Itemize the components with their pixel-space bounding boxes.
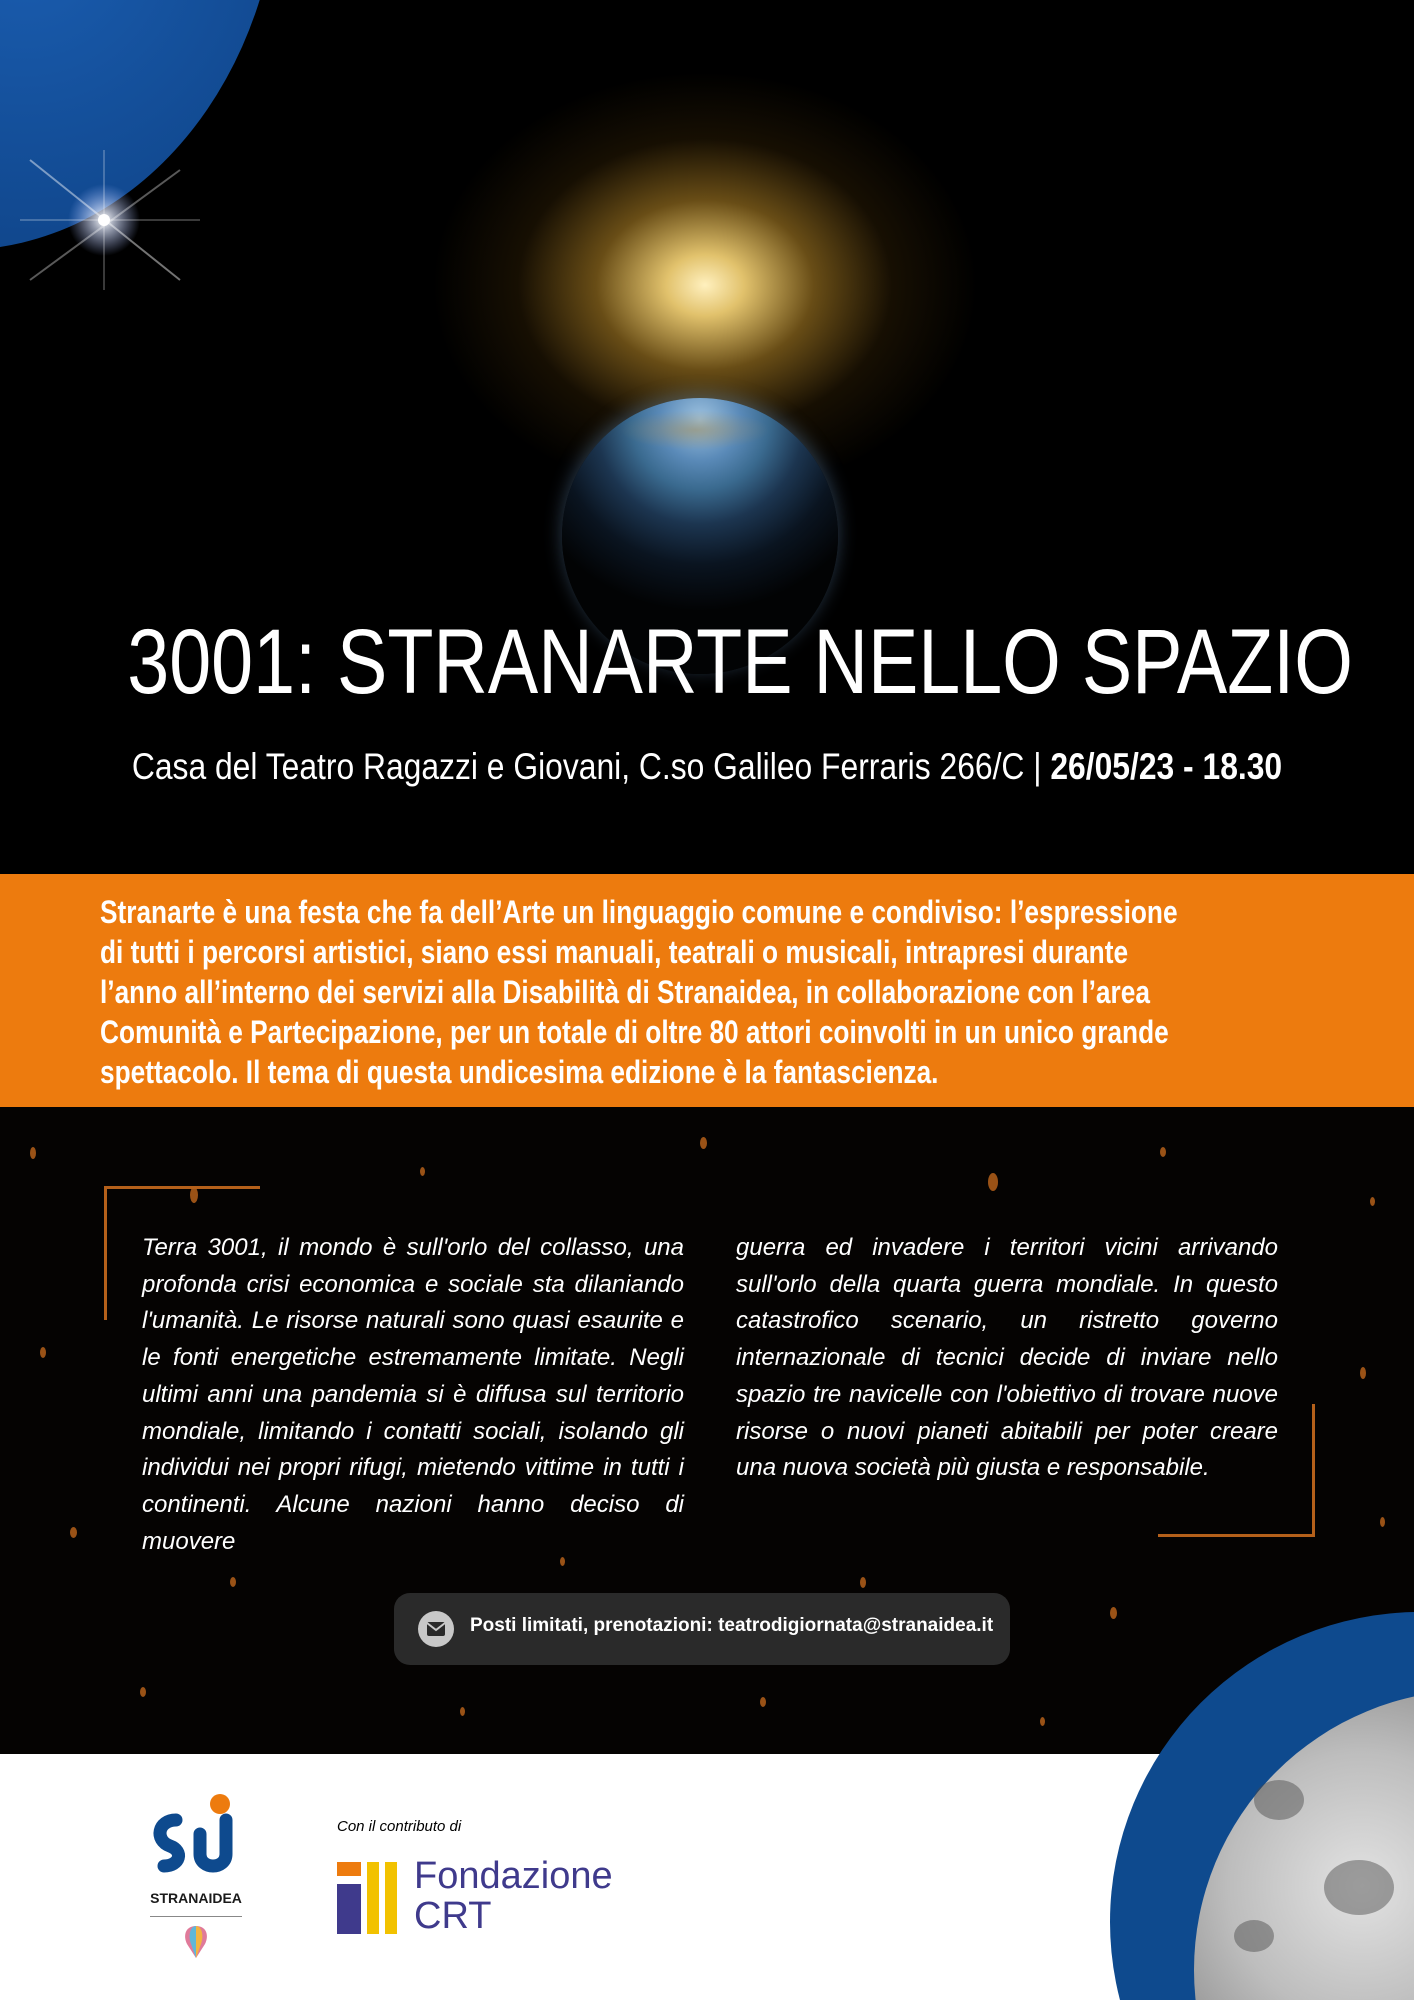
speck [1380, 1517, 1385, 1527]
speck [460, 1707, 465, 1716]
speck [40, 1347, 46, 1358]
fondazione-crt-name [414, 1856, 613, 1936]
space-header [0, 0, 1414, 874]
speck [988, 1173, 998, 1191]
moon-crater [1234, 1920, 1274, 1952]
story-text-left: Terra 3001, il mondo è sull'orlo del collasso, una profonda crisi economica e sociale sta dilaniando l'umanità. Le risorse naturali sono quasi esaurite e le fonti energetiche estremamente limitate. Negli ultimi anni una pandemia si è diffusa sul territorio mondiale, limitando i contatti sociali, isolando gli individui nei propri rifugi, mietendo vittime in tutti i continenti. Alcune nazioni hanno deciso di muovere [142, 1234, 684, 1555]
speck [140, 1687, 146, 1697]
speck [30, 1147, 36, 1159]
event-datetime: 26/05/23 - 18.30 [1050, 746, 1283, 787]
stranaidea-logo [140, 1790, 252, 1970]
logo-divider [150, 1916, 242, 1917]
speck [190, 1187, 198, 1203]
speck [420, 1167, 425, 1176]
sponsor-line-1: Fondazione [414, 1855, 613, 1897]
booking-contact [394, 1593, 1010, 1665]
frame-corner-top-left-vertical [104, 1186, 107, 1320]
speck [760, 1697, 766, 1707]
intro-band [0, 874, 1414, 1107]
speck [70, 1527, 77, 1538]
stranaidea-mark-icon [140, 1790, 252, 1890]
speck [860, 1577, 866, 1588]
frame-corner-bottom-right-vertical [1312, 1404, 1315, 1537]
frame-corner-top-left [104, 1186, 260, 1189]
booking-contact-text[interactable]: Posti limitati, prenotazioni: teatrodigiornata@stranaidea.it [470, 1615, 994, 1636]
star-flare-icon [20, 140, 200, 300]
speck [1040, 1717, 1045, 1726]
intro-text: Stranarte è una festa che fa dell’Arte un linguaggio comune e condiviso: l’espressione di tutti i percorsi artistici, siano essi manuali, teatrali o musicali, intrapresi durante l’anno all’interno dei servizi alla Disabilità di Stranaidea, in collaborazione con l’area Comunità e Partecipazione, per un totale di oltre 80 attori coinvolti in un unico grande spettacolo. Il tema di questa undicesima edizione è la fantascienza. [100, 894, 1178, 1090]
speck [700, 1137, 707, 1149]
fondazione-crt-mark-icon [337, 1862, 401, 1934]
sponsor-line-2: CRT [414, 1895, 492, 1937]
event-title: 3001: STRANARTE NELLO SPAZIO [127, 611, 1353, 713]
event-venue-line [99, 746, 1315, 788]
stranaidea-wordmark: STRANAIDEA [150, 1890, 242, 1906]
mail-icon [418, 1611, 454, 1647]
story-text-right: guerra ed invadere i territori vicini arrivando sull'orlo della quarta guerra mondiale. In questo catastrofico scenario, un ristretto governo internazionale di tecnici decide di inviare nello spazio tre navicelle con l'obiettivo di trovare nuove risorse o nuovi pianeti abitabili per poter creare una nuova società più giusta e responsabile. [736, 1234, 1278, 1482]
speck [1110, 1607, 1117, 1619]
speck [1360, 1367, 1366, 1379]
moon-crater [1254, 1780, 1304, 1820]
frame-corner-bottom-right [1158, 1534, 1315, 1537]
speck [1160, 1147, 1166, 1157]
event-venue: Casa del Teatro Ragazzi e Giovani, C.so Galileo Ferraris 266/C | [131, 746, 1051, 787]
earth-landmass [620, 410, 770, 450]
contribution-label: Con il contributo di [337, 1818, 462, 1835]
speck [1370, 1197, 1375, 1206]
speck [230, 1577, 236, 1587]
moon-crater [1324, 1860, 1394, 1915]
balloon-icon [181, 1924, 211, 1960]
